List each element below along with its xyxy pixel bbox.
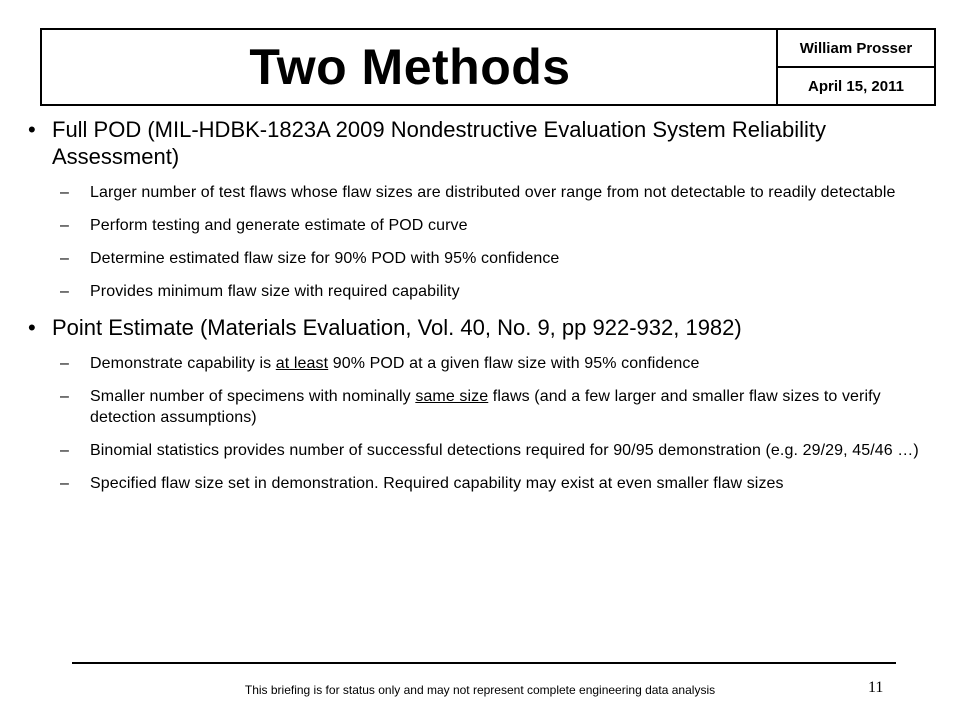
bullet-text: Full POD (MIL-HDBK-1823A 2009 Nondestructive Evaluation System Reliability Assessment) bbox=[52, 117, 826, 169]
dash-marker: – bbox=[60, 283, 69, 300]
dash-marker: – bbox=[60, 388, 69, 405]
sub-item-text-post: 90% POD at a given flaw size with 95% confidence bbox=[328, 355, 700, 372]
sub-item-text-pre: Demonstrate capability is bbox=[90, 355, 276, 372]
presentation-date: April 15, 2011 bbox=[808, 78, 904, 95]
dash-marker: – bbox=[60, 355, 69, 372]
slide-content bbox=[28, 116, 928, 506]
sub-item bbox=[28, 215, 928, 236]
sub-item-text: Determine estimated flaw size for 90% POD with 95% confidence bbox=[90, 250, 560, 267]
header-box bbox=[40, 28, 936, 106]
author-name: William Prosser bbox=[778, 30, 934, 68]
underlined-text: at least bbox=[275, 355, 329, 372]
dash-marker: – bbox=[60, 475, 69, 492]
sub-item-text: Binomial statistics provides number of successful detections required for 90/95 demonstration (e.g. 29/29, 45/46 …) bbox=[90, 442, 919, 459]
dash-marker: – bbox=[60, 442, 69, 459]
sub-item bbox=[28, 182, 928, 203]
sub-item-text: Perform testing and generate estimate of POD curve bbox=[90, 217, 468, 234]
sub-item bbox=[28, 473, 928, 494]
bullet-dot: • bbox=[28, 315, 36, 340]
slide-title: Two Methods bbox=[249, 39, 571, 95]
meta-box bbox=[776, 30, 934, 104]
bullet-text: Point Estimate (Materials Evaluation, Vol. 40, No. 9, pp 922-932, 1982) bbox=[52, 315, 742, 340]
sub-item bbox=[28, 353, 928, 374]
sub-item-text: Specified flaw size set in demonstration. Required capability may exist at even smaller flaw sizes bbox=[90, 475, 784, 492]
sub-item-text-post: flaws (and a few larger and smaller flaw sizes to verify detection assumptions) bbox=[90, 388, 881, 426]
bullet-full-pod bbox=[28, 116, 928, 170]
page-number: 11 bbox=[868, 679, 884, 696]
dash-marker: – bbox=[60, 184, 69, 201]
sub-item bbox=[28, 248, 928, 269]
sub-item-text: Larger number of test flaws whose flaw sizes are distributed over range from not detectable to readily detectable bbox=[90, 184, 896, 201]
sub-item bbox=[28, 281, 928, 302]
sub-item bbox=[28, 386, 928, 428]
underlined-text: same size bbox=[415, 388, 489, 405]
footer-disclaimer: This briefing is for status only and may not represent complete engineering data analysis bbox=[244, 683, 716, 697]
dash-marker: – bbox=[60, 217, 69, 234]
sub-item-text: Provides minimum flaw size with required capability bbox=[90, 283, 460, 300]
sub-item-text-pre: Smaller number of specimens with nominally bbox=[90, 388, 416, 405]
footer-divider bbox=[72, 662, 896, 664]
bullet-dot: • bbox=[28, 117, 36, 142]
bullet-point-estimate bbox=[28, 314, 928, 341]
sub-item bbox=[28, 440, 928, 461]
dash-marker: – bbox=[60, 250, 69, 267]
